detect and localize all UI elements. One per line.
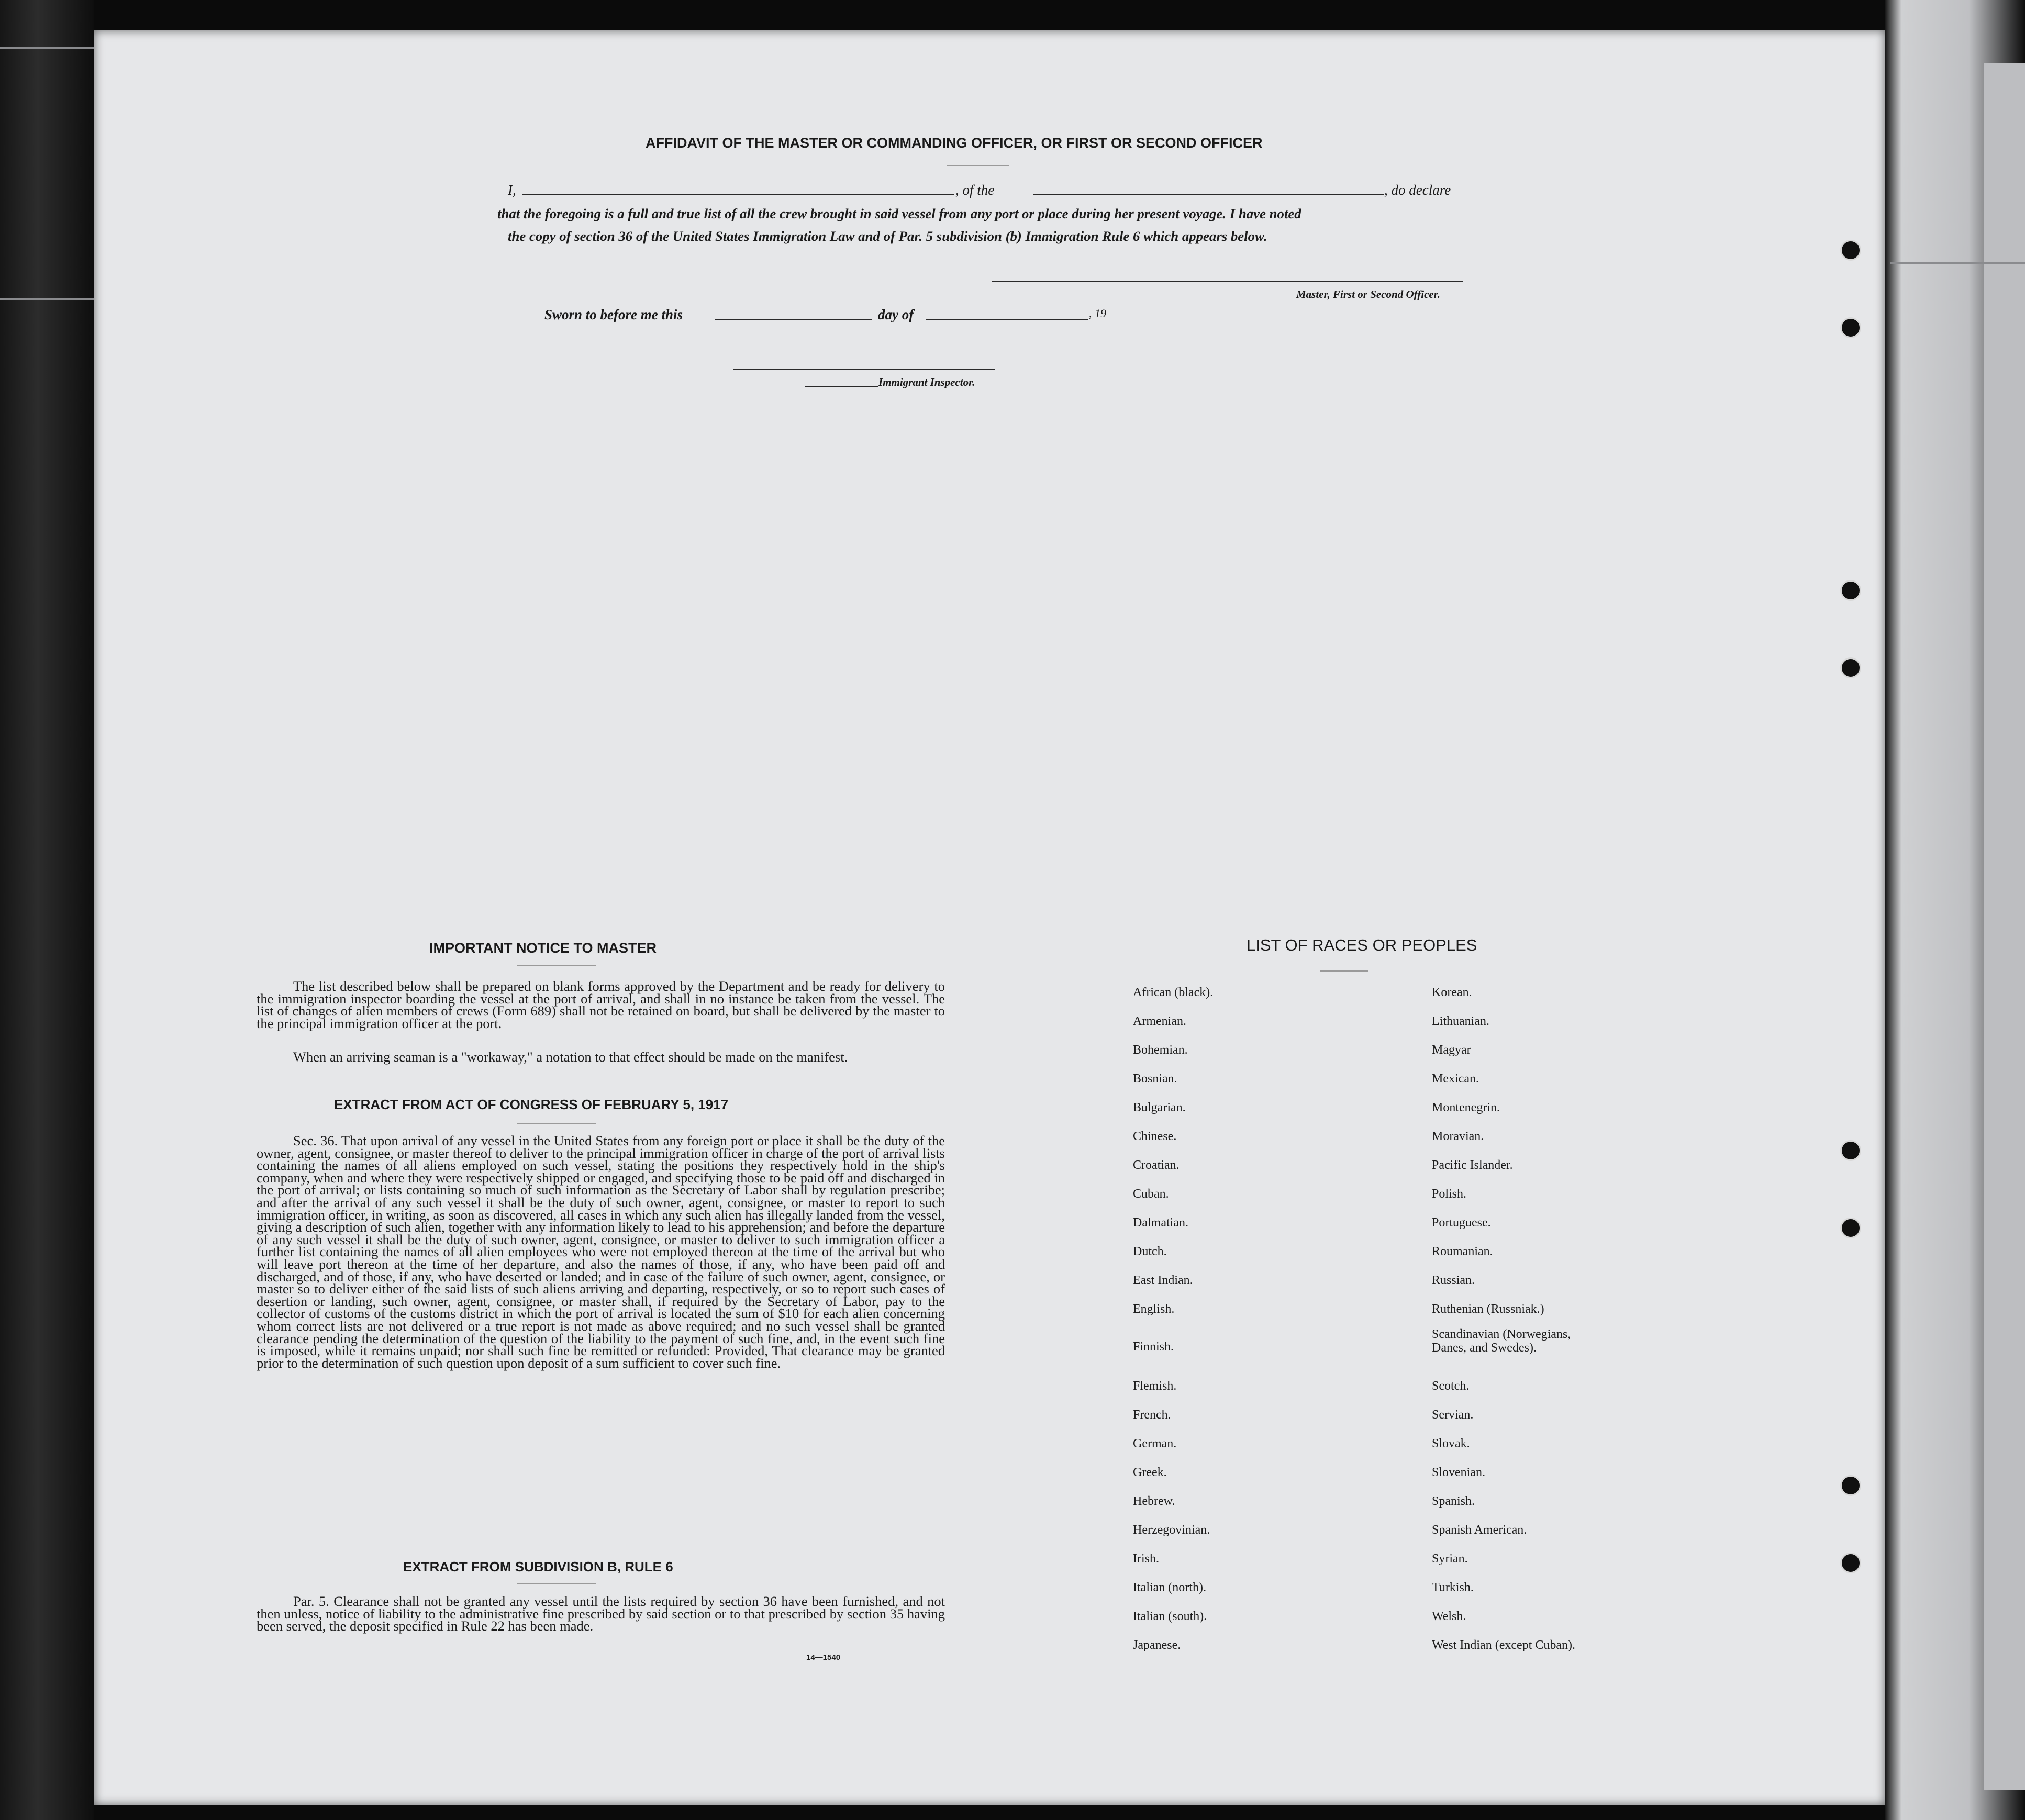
- inspector-signature-blank[interactable]: [733, 369, 995, 370]
- affidavit-do-declare-label: , do declare: [1384, 182, 1451, 198]
- list-item: Slovak.: [1432, 1437, 1470, 1450]
- affidavit-title: AFFIDAVIT OF THE MASTER OR COMMANDING OFFICER, OR FIRST OR SECOND OFFICER: [646, 135, 1263, 151]
- list-item: Russian.: [1432, 1274, 1475, 1287]
- list-item: Montenegrin.: [1432, 1101, 1500, 1114]
- divider: [517, 1123, 596, 1124]
- binder-hole: [1840, 657, 1861, 678]
- list-item: Scandinavian (Norwegians, Danes, and Swedes).: [1432, 1327, 1571, 1355]
- sworn-month-blank[interactable]: [926, 319, 1088, 320]
- list-item: French.: [1133, 1408, 1171, 1422]
- binder-hole: [1840, 1475, 1861, 1496]
- list-item: Croatian.: [1133, 1158, 1180, 1172]
- notice-paragraph-1: The list described below shall be prepared on blank forms approved by the Department and be ready for delivery to the immigration inspector boarding the vessel at the port of arrival, and shall in no instance be taken from the vessel. The list of changes of alien members of crews (Form 689) shall not be retained on board, but shall be delivered by the master to the principal immigration officer at the port.: [257, 978, 945, 1031]
- list-item: Welsh.: [1432, 1610, 1466, 1623]
- notice-title: IMPORTANT NOTICE TO MASTER: [429, 940, 657, 956]
- form-number: 14—1540: [806, 1653, 841, 1662]
- affidavit-text-line1: that the foregoing is a full and true list of all the crew brought in said vessel from any port or place during her present voyage. I have noted: [497, 206, 1301, 221]
- list-item: Italian (south).: [1133, 1610, 1207, 1623]
- ghost-line: [1890, 262, 2025, 264]
- binder-hole: [1840, 1218, 1861, 1238]
- binder-hole: [1840, 317, 1861, 338]
- vessel-blank[interactable]: [1033, 194, 1384, 195]
- document-sheet: [94, 30, 1885, 1805]
- list-item: Chinese.: [1133, 1130, 1177, 1143]
- list-item: Japanese.: [1133, 1638, 1181, 1652]
- adjacent-page-strip: [1984, 63, 2025, 1790]
- list-item: Greek.: [1133, 1466, 1167, 1479]
- notice-paragraph-2: When an arriving seaman is a "workaway," a notation to that effect should be made on the manifest.: [293, 1049, 848, 1065]
- list-item: Bosnian.: [1133, 1072, 1177, 1086]
- list-item: Ruthenian (Russniak.): [1432, 1302, 1544, 1316]
- scan-edge-left: [0, 0, 94, 1820]
- list-item: Herzegovinian.: [1133, 1523, 1210, 1537]
- binder-hole: [1840, 1140, 1861, 1161]
- list-item: Syrian.: [1432, 1552, 1468, 1566]
- list-item: Spanish.: [1432, 1494, 1475, 1508]
- list-item: Cuban.: [1133, 1187, 1169, 1201]
- ghost-line: [0, 47, 94, 49]
- list-item: Portuguese.: [1432, 1216, 1491, 1230]
- list-item: Flemish.: [1133, 1379, 1177, 1393]
- affidavit-of-the-label: , of the: [955, 182, 995, 198]
- list-item: Dalmatian.: [1133, 1216, 1188, 1230]
- list-item: Korean.: [1432, 986, 1472, 999]
- list-item: Moravian.: [1432, 1130, 1484, 1143]
- list-item: East Indian.: [1133, 1274, 1193, 1287]
- binder-hole: [1840, 1553, 1861, 1573]
- sworn-label: Sworn to before me this: [544, 307, 683, 322]
- list-item: Spanish American.: [1432, 1523, 1527, 1537]
- list-item: Bulgarian.: [1133, 1101, 1186, 1114]
- rule-paragraph: Par. 5. Clearance shall not be granted any vessel until the lists required by section 36 have been furnished, and not then unless, notice of liability to the administrative fine prescribed by said section or to that prescribed by section 35 having been served, the deposit specified in Rule 22 has been made.: [257, 1593, 945, 1634]
- races-title: LIST OF RACES OR PEOPLES: [1247, 936, 1477, 954]
- divider: [1320, 970, 1368, 972]
- list-item: Armenian.: [1133, 1014, 1186, 1028]
- master-signature-blank[interactable]: [992, 281, 1463, 282]
- list-item: Lithuanian.: [1432, 1014, 1489, 1028]
- list-item: English.: [1133, 1302, 1175, 1316]
- year-label: , 19: [1089, 307, 1106, 320]
- divider: [947, 165, 1009, 166]
- list-item: Servian.: [1432, 1408, 1474, 1422]
- binder-hole: [1840, 240, 1861, 261]
- master-signature-label: Master, First or Second Officer.: [1296, 288, 1440, 300]
- affidavit-i-label: I,: [508, 182, 516, 198]
- list-item: Magyar: [1432, 1043, 1471, 1057]
- binder-hole: [1840, 580, 1861, 601]
- divider: [517, 1583, 596, 1584]
- list-item: Irish.: [1133, 1552, 1159, 1566]
- inspector-label: Immigrant Inspector.: [878, 376, 975, 388]
- inspector-blank[interactable]: [805, 386, 878, 387]
- act-section-36: Sec. 36. That upon arrival of any vessel in the United States from any foreign port or place it shall be the duty of the owner, agent, consignee, or master thereof to deliver to the principal immigration officer in charge of the port of arrival lists containing the names of all aliens employed on such vessel, stating the positions they respectively hold in the ship's company, when and where they were respectively shipped or engaged, and specifying those to be paid off and discharged in the port of arrival; or lists containing so much of such information as the Secretary of Labor shall by regulation prescribe; and after the arrival of any such vessel it shall be the duty of such owner, agent, consignee, or master to report to such immigration officer, in writing, as soon as discovered, all cases in which any such alien has illegally landed from the vessel, giving a description of such alien, together with any information likely to lead to his apprehension; and before the departure of any such vessel it shall be the duty of such owner, agent, consignee, or master to deliver to such immigration officer a further list containing the names of all alien employees who were not employed thereon at the time of the arrival but who will leave port thereon at the time of her departure, and also the names of those, if any, who have been paid off and discharged, and of those, if any, who have deserted or landed; and in case of the failure of such owner, agent, consignee, or master so to deliver either of the said lists of such aliens arriving and departing, respectively, or so to report such cases of desertion or landing, such owner, agent, consignee, or master shall, if required by the Secretary of Labor, pay to the collector of customs of the customs district in which the port of arrival is located the sum of $10 for each alien concerning whom correct lists are not delivered or a true report is not made as above required; and no such vessel shall be granted clearance pending the determination of the question of the liability to the payment of such fine, and, in the event such fine is imposed, while it remains unpaid; nor shall such fine be remitted or refunded: Provided, That clearance may be granted prior to the determination of such question upon deposit of a sum sufficient to cover such fine.: [257, 1133, 945, 1371]
- list-item: Mexican.: [1432, 1072, 1479, 1086]
- day-of-label: day of: [878, 307, 914, 322]
- act-title: EXTRACT FROM ACT OF CONGRESS OF FEBRUARY 5, 1917: [334, 1097, 729, 1112]
- scan-edge-right: [1885, 0, 2025, 1820]
- list-item: German.: [1133, 1437, 1177, 1450]
- list-item: Pacific Islander.: [1432, 1158, 1513, 1172]
- sworn-day-blank[interactable]: [715, 319, 872, 320]
- list-item: Scotch.: [1432, 1379, 1470, 1393]
- list-item: Slovenian.: [1432, 1466, 1485, 1479]
- name-blank[interactable]: [522, 194, 954, 195]
- list-item: Finnish.: [1133, 1340, 1174, 1354]
- ghost-line: [0, 298, 94, 300]
- list-item: Bohemian.: [1133, 1043, 1188, 1057]
- rule-title: EXTRACT FROM SUBDIVISION B, RULE 6: [403, 1559, 673, 1575]
- list-item: Hebrew.: [1133, 1494, 1175, 1508]
- list-item: Roumanian.: [1432, 1245, 1493, 1258]
- list-item: African (black).: [1133, 986, 1214, 999]
- list-item: Italian (north).: [1133, 1581, 1206, 1594]
- list-item: Dutch.: [1133, 1245, 1167, 1258]
- list-item: West Indian (except Cuban).: [1432, 1638, 1575, 1652]
- list-item: Turkish.: [1432, 1581, 1474, 1594]
- affidavit-text-line2: the copy of section 36 of the United States Immigration Law and of Par. 5 subdivision (b) Immigration Rule 6 which appears below.: [508, 228, 1267, 244]
- list-item: Polish.: [1432, 1187, 1467, 1201]
- divider: [517, 965, 596, 966]
